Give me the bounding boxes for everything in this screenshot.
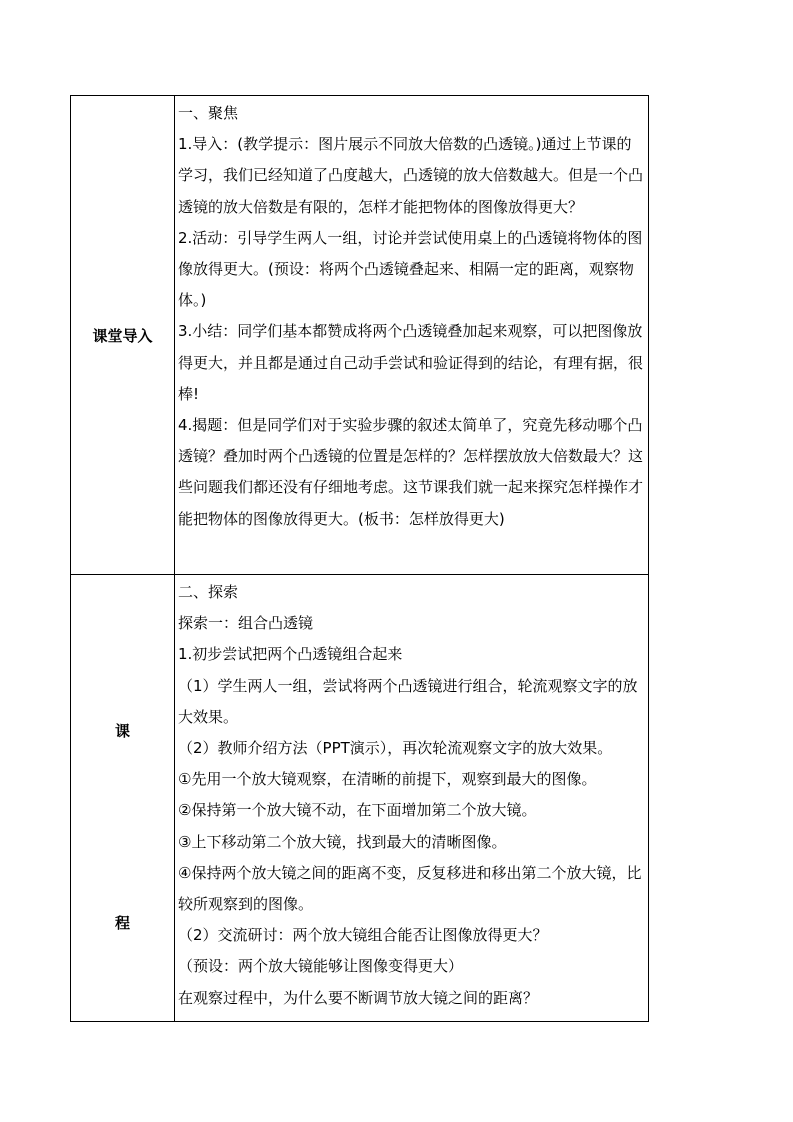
paragraph-activity: 2.活动：引导学生两人一组，讨论并尝试使用桌上的凸透镜将物体的图像放得更大。(预设：将两个凸透镜叠起来、相隔一定的距离，观察物体。): [178, 228, 643, 310]
method-step-4: ④保持两个放大镜之间的距离不变，反复移进和移出第二个放大镜，比较所观察到的图像。: [178, 863, 642, 914]
subheading-explore-one: 探索一：组合凸透镜: [178, 614, 314, 633]
paragraph-intro: 1.导入：(教学提示：图片展示不同放大倍数的凸透镜。)通过上节课的学习，我们已经知道了凸度越大，凸透镜的放大倍数越大。但是一个凸透镜的放大倍数是有限的，怎样才能把物体的图像放得更大？: [178, 135, 644, 216]
paragraph-reveal-topic: 4.揭题：但是同学们对于实验步骤的叙述太简单了，究竟先移动哪个凸透镜？叠加时两个凸透镜的位置是怎样的？怎样摆放放大倍数最大？这些问题我们都还没有仔细地考虑。这节课我们就一起来探究怎样操作才能把物体的图像放得更大。(板书：怎样放得更大): [178, 416, 644, 528]
method-step-3: ③上下移动第二个放大镜，找到最大的清晰图像。: [178, 832, 507, 851]
step-initial-try: 1.初步尝试把两个凸透镜组合起来: [178, 645, 403, 664]
heading-focus: 一、聚焦: [178, 104, 239, 122]
section-label-intro: 课堂导入: [71, 96, 175, 575]
table-row-intro: [71, 96, 649, 575]
table-row-process: [71, 575, 649, 1022]
step-teacher-demo: （2）教师介绍方法（PPT演示），再次轮流观察文字的放大效果。: [178, 739, 613, 758]
paragraph-summary: 3.小结：同学们基本都赞成将两个凸透镜叠加起来观察，可以把图像放得更大，并且都是通过自己动手尝试和验证得到的结论，有理有据，很棒!: [178, 322, 644, 403]
step-discussion: （2）交流研讨：两个放大镜组合能否让图像放得更大？: [178, 926, 548, 945]
heading-explore: 二、探索: [178, 583, 239, 601]
method-step-1: ①先用一个放大镜观察，在清晰的前提下，观察到最大的图像。: [178, 770, 597, 789]
method-step-2: ②保持第一个放大镜不动，在下面增加第二个放大镜。: [178, 801, 537, 820]
section-label-char-1: 课: [114, 722, 130, 740]
lesson-plan-table: [70, 95, 649, 1022]
section-content-intro: [175, 96, 649, 575]
expected-result: （预设：两个放大镜能够让图像变得更大）: [178, 957, 464, 976]
section-label-process: [71, 575, 175, 1022]
section-content-process: [175, 575, 649, 1022]
step-group-try: （1）学生两人一组，尝试将两个凸透镜进行组合，轮流观察文字的放大效果。: [178, 676, 638, 726]
question-distance: 在观察过程中，为什么要不断调节放大镜之间的距离？: [178, 988, 539, 1007]
section-label-char-2: 程: [114, 914, 130, 932]
